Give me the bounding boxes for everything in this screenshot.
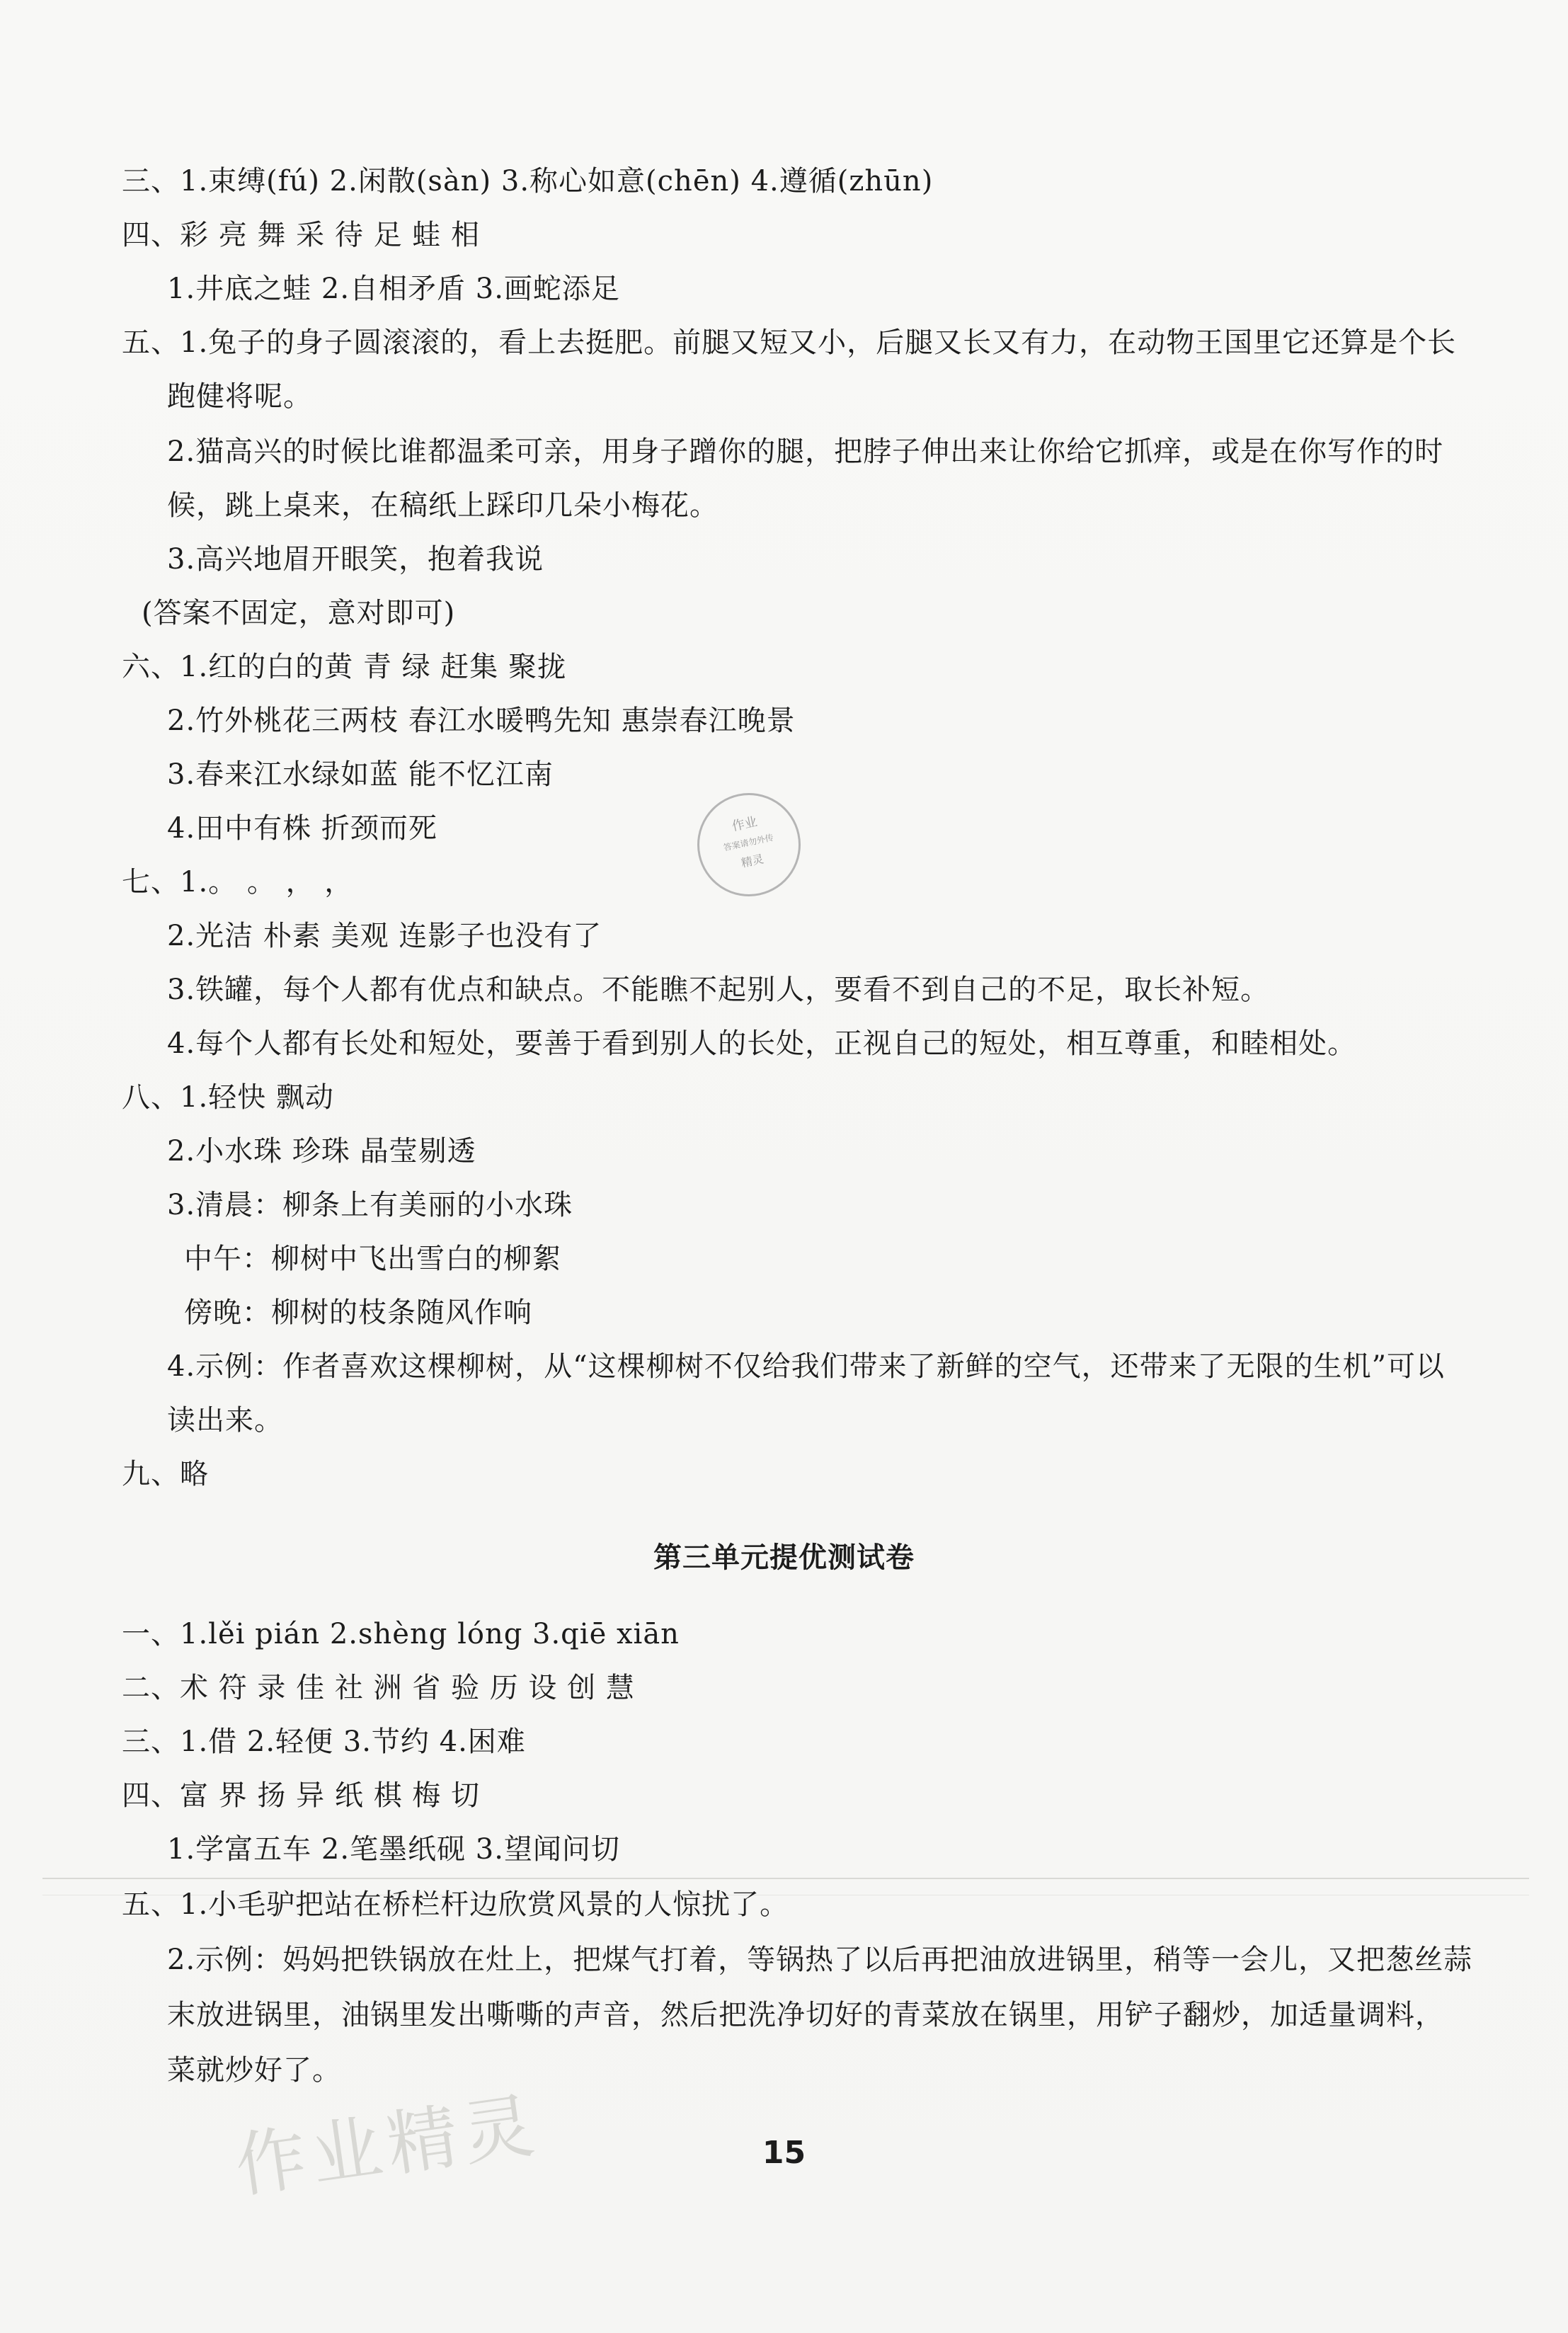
- answer-line: [167, 1995, 1444, 2035]
- answer-line: [122, 1668, 635, 1708]
- answer-line: [167, 701, 796, 741]
- answer-text: 末放进锅里，油锅里发出嘶嘶的声音，然后把洗净切好的青菜放在锅里，用铲子翻炒，加适量调料，: [167, 1999, 1444, 2031]
- answer-text: 1.学富五车 2.笔墨纸砚 3.望闻问切: [167, 1833, 620, 1866]
- answer-line: [167, 755, 554, 794]
- watermark-stamp: 作业 答案请勿外传 精灵: [687, 783, 810, 906]
- answer-line: [167, 1131, 476, 1171]
- answer-text: 六、1.红的白的黄 青 绿 赶集 聚拢: [122, 651, 567, 683]
- answer-line: [184, 1239, 561, 1279]
- answer-text: 中午：柳树中飞出雪白的柳絮: [184, 1243, 561, 1275]
- answer-line: [142, 593, 455, 633]
- answer-text: 九、略: [122, 1458, 209, 1490]
- answer-line: [122, 161, 933, 201]
- answer-text: 2.猫高兴的时候比谁都温柔可亲，用身子蹭你的腿，把脖子伸出来让你给它抓痒，或是在你写作的时: [167, 435, 1444, 468]
- answer-text: 3.铁罐，每个人都有优点和缺点。不能瞧不起别人，要看不到自己的不足，取长补短。: [167, 974, 1270, 1006]
- answer-line: [122, 647, 566, 687]
- answer-text: 2.光洁 朴素 美观 连影子也没有了: [167, 920, 602, 952]
- answer-text: 五、1.小毛驴把站在桥栏杆边欣赏风景的人惊扰了。: [122, 1888, 789, 1921]
- answer-text: 4.示例：作者喜欢这棵柳树，从“这棵柳树不仅给我们带来了新鲜的空气，还带来了无限的生机”可以: [167, 1350, 1446, 1383]
- answer-line: [167, 486, 719, 525]
- answer-line: [122, 1078, 334, 1117]
- answer-text: 五、1.兔子的身子圆滚滚的，看上去挺肥。前腿又短又小，后腿又长又有力，在动物王国里它还算是个长: [122, 326, 1457, 359]
- answer-text: 2.竹外桃花三两枝 春江水暖鸭先知 惠崇春江晚景: [167, 705, 796, 737]
- fold-line: [42, 1878, 1529, 1879]
- answer-text: 3.春来江水绿如蓝 能不忆江南: [167, 758, 554, 791]
- answer-line: [184, 1293, 532, 1333]
- answer-line: [167, 1940, 1472, 1980]
- answer-line: [122, 1776, 480, 1815]
- answer-line: [167, 970, 1269, 1010]
- answer-text: 3.高兴地眉开眼笑，抱着我说: [167, 543, 544, 576]
- answer-text: 4.田中有株 折颈而死: [167, 812, 437, 845]
- answer-line: [167, 1024, 1356, 1063]
- answer-line: [167, 1185, 573, 1225]
- answer-text: (答案不固定，意对即可): [142, 597, 456, 629]
- answer-line: [167, 916, 602, 956]
- answer-line: [122, 215, 480, 255]
- section-title: 第三单元提优测试卷: [653, 1541, 915, 1574]
- answer-line: [122, 862, 353, 902]
- answer-line: [167, 432, 1443, 472]
- answer-line: [122, 1722, 526, 1762]
- answer-text: 一、1.lěi pián 2.shèng lóng 3.qiē xiān: [122, 1618, 680, 1650]
- answer-line: [122, 1614, 680, 1654]
- page-number: 15: [762, 2135, 806, 2171]
- answer-text: 3.清晨：柳条上有美丽的小水珠: [167, 1189, 573, 1221]
- answer-line: [167, 1401, 283, 1440]
- answer-line: [167, 1347, 1445, 1386]
- answer-text: 2.小水珠 珍珠 晶莹剔透: [167, 1135, 476, 1168]
- answer-text: 读出来。: [167, 1404, 283, 1437]
- watermark-text: 作业精灵: [230, 2083, 545, 2208]
- answer-line: [122, 1454, 209, 1494]
- answer-line: [167, 540, 544, 579]
- answer-text: 菜就炒好了。: [167, 2054, 341, 2087]
- answer-line: [167, 269, 620, 309]
- answer-text: 三、1.借 2.轻便 3.节约 4.困难: [122, 1725, 526, 1758]
- answer-text: 2.示例：妈妈把铁锅放在灶上，把煤气打着，等锅热了以后再把油放进锅里，稍等一会儿，又把葱丝蒜: [167, 1944, 1473, 1976]
- answer-line: [167, 2050, 341, 2090]
- answer-line: [167, 377, 312, 416]
- answer-line: [167, 1830, 620, 1869]
- answer-text: 傍晚：柳树的枝条随风作响: [184, 1296, 532, 1329]
- answer-text: 二、术 符 录 佳 社 洲 省 验 历 设 创 慧: [122, 1672, 635, 1704]
- answer-text: 四、彩 亮 舞 采 待 足 蛙 相: [122, 219, 481, 251]
- answer-text: 1.井底之蛙 2.自相矛盾 3.画蛇添足: [167, 273, 620, 305]
- answer-line: [122, 323, 1456, 363]
- answer-line: [167, 809, 437, 848]
- answer-text: 三、1.束缚(fú) 2.闲散(sàn) 3.称心如意(chēn) 4.遵循(zhūn): [122, 165, 934, 198]
- answer-text: 七、1.。 。 ， ，: [122, 866, 354, 899]
- answer-text: 八、1.轻快 飘动: [122, 1081, 334, 1114]
- answer-text: 4.每个人都有长处和短处，要善于看到别人的长处，正视自己的短处，相互尊重，和睦相处。: [167, 1027, 1357, 1060]
- answer-text: 四、富 界 扬 异 纸 棋 梅 切: [122, 1779, 481, 1812]
- answer-text: 候，跳上桌来，在稿纸上踩印几朵小梅花。: [167, 489, 719, 522]
- answer-text: 跑健将呢。: [167, 380, 312, 413]
- answer-line: [122, 1885, 789, 1924]
